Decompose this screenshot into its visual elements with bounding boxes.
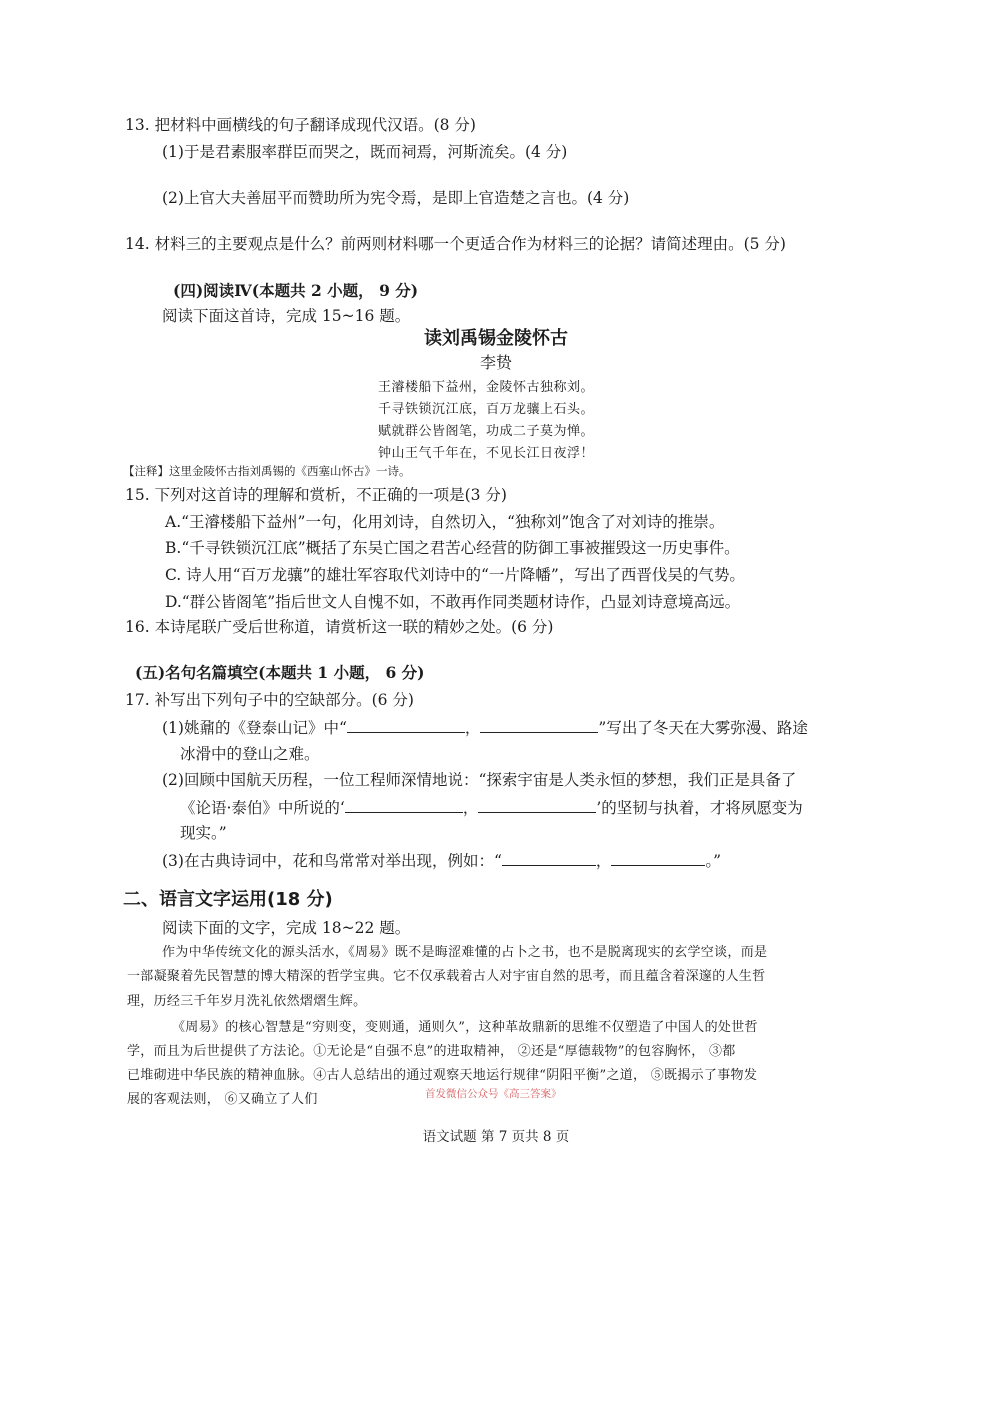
passage-p1-line2: 一部凝聚着先民智慧的博大精深的哲学宝典。它不仅承载着古人对宇宙自然的思考，而且蕴含着深邃的人生哲 (127, 969, 766, 984)
passage-p2-line3: 已堆砌进中华民族的精神血脉。④古人总结出的通过观察天地运行规律“阴阳平衡”之道， ⑤既揭示了事物发 (127, 1068, 758, 1083)
blank-4[interactable] (478, 796, 596, 813)
section2-intro: 阅读下面的文字，完成 18~22 题。 (162, 919, 411, 937)
q16-stem: 16. 本诗尾联广受后世称道，请赏析这一联的精妙之处。(6 分) (125, 618, 554, 636)
passage-p2-line2: 学，而且为后世提供了方法论。①无论是“自强不息”的进取精神， ②还是“厚德载物”的包容胸怀， ③都 (127, 1044, 736, 1059)
poem-line-4: 钟山王气千年在，不见长江日夜浮！ (378, 446, 595, 461)
q17-sub1: (1)姚鼐的《登泰山记》中“ ， ”写出了冬天在大雾弥漫、路途 (162, 716, 808, 739)
passage-p1-line3: 理，历经三千年岁月洗礼依然熠熠生辉。 (127, 994, 367, 1009)
poem-line-3: 赋就群公皆阁笔，功成二子莫为惮。 (378, 424, 595, 439)
q17-sub3: (3)在古典诗词中，花和鸟常常对举出现，例如：“ ， 。” (162, 849, 721, 872)
poem-line-2: 千寻铁锁沉江底，百万龙骧上石头。 (378, 402, 595, 417)
blank-5[interactable] (502, 849, 596, 866)
poem-line-1: 王濬楼船下益州，金陵怀古独称刘。 (378, 380, 595, 395)
blank-6[interactable] (611, 849, 705, 866)
q15-option-d: D.“群公皆阁笔”指后世文人自愧不如，不敢再作同类题材诗作，凸显刘诗意境高远。 (165, 593, 741, 611)
q17-sub2: (2)回顾中国航天历程，一位工程师深情地说：“探索宇宙是人类永恒的梦想，我们正是具备了 (162, 771, 797, 789)
q13-stem: 13. 把材料中画横线的句子翻译成现代汉语。(8 分) (125, 116, 476, 134)
poem-note: 【注释】这里金陵怀古指刘禹锡的《西塞山怀古》一诗。 (123, 464, 411, 478)
q13-sub1: (1)于是君素服率群臣而哭之，既而祠焉，河斯流矣。(4 分) (162, 143, 568, 161)
page-footer: 语文试题 第 7 页共 8 页 (422, 1129, 570, 1145)
watermark: 首发微信公众号《高三答案》 (425, 1088, 562, 1100)
passage-p2-line4: 展的客观法则， ⑥又确立了人们 (127, 1092, 318, 1107)
q13-sub2: (2)上官大夫善屈平而赞助所为宪令焉，是即上官造楚之言也。(4 分) (162, 189, 630, 207)
reading4-heading: (四)阅读Ⅳ(本题共 2 小题， 9 分) (173, 281, 419, 300)
q15-option-b: B.“千寻铁锁沉江底”概括了东吴亡国之君苦心经营的防御工事被摧毁这一历史事件。 (165, 539, 740, 557)
passage-p2-line1: 《周易》的核心智慧是“穷则变，变则通，通则久”，这种革故鼎新的思维不仅塑造了中国人的处世哲 (172, 1020, 758, 1035)
section2-heading: 二、语言文字运用(18 分) (123, 889, 333, 910)
q17-sub1-cont: 冰滑中的登山之难。 (180, 745, 320, 763)
poem-title: 读刘禹锡金陵怀古 (424, 328, 568, 349)
q14-stem: 14. 材料三的主要观点是什么？前两则材料哪一个更适合作为材料三的论据？请简述理由。(5 分) (125, 235, 786, 253)
blank-1[interactable] (347, 716, 465, 733)
q15-option-c: C. 诗人用“百万龙骧”的雄壮军容取代刘诗中的“一片降幡”，写出了西晋伐吴的气势。 (165, 566, 745, 584)
q15-option-a: A.“王濬楼船下益州”一句，化用刘诗，自然切入，“独称刘”饱含了对刘诗的推崇。 (165, 513, 725, 531)
blank-3[interactable] (345, 796, 463, 813)
q17-sub2-end: 现实。” (180, 824, 227, 842)
blank-2[interactable] (480, 716, 598, 733)
poem-author: 李贽 (479, 353, 512, 372)
q15-stem: 15. 下列对这首诗的理解和赏析，不正确的一项是(3 分) (125, 486, 507, 504)
q17-sub2-cont: 《论语·泰伯》中所说的‘ ， ’的坚韧与执着，才将夙愿变为 (180, 796, 803, 819)
reading4-intro: 阅读下面这首诗，完成 15~16 题。 (162, 307, 411, 325)
q17-stem: 17. 补写出下列句子中的空缺部分。(6 分) (125, 691, 414, 709)
passage-p1-line1: 作为中华传统文化的源头活水，《周易》既不是晦涩难懂的占卜之书，也不是脱离现实的玄学空谈，而是 (162, 945, 768, 960)
reading5-heading: (五)名句名篇填空(本题共 1 小题， 6 分) (135, 663, 425, 682)
